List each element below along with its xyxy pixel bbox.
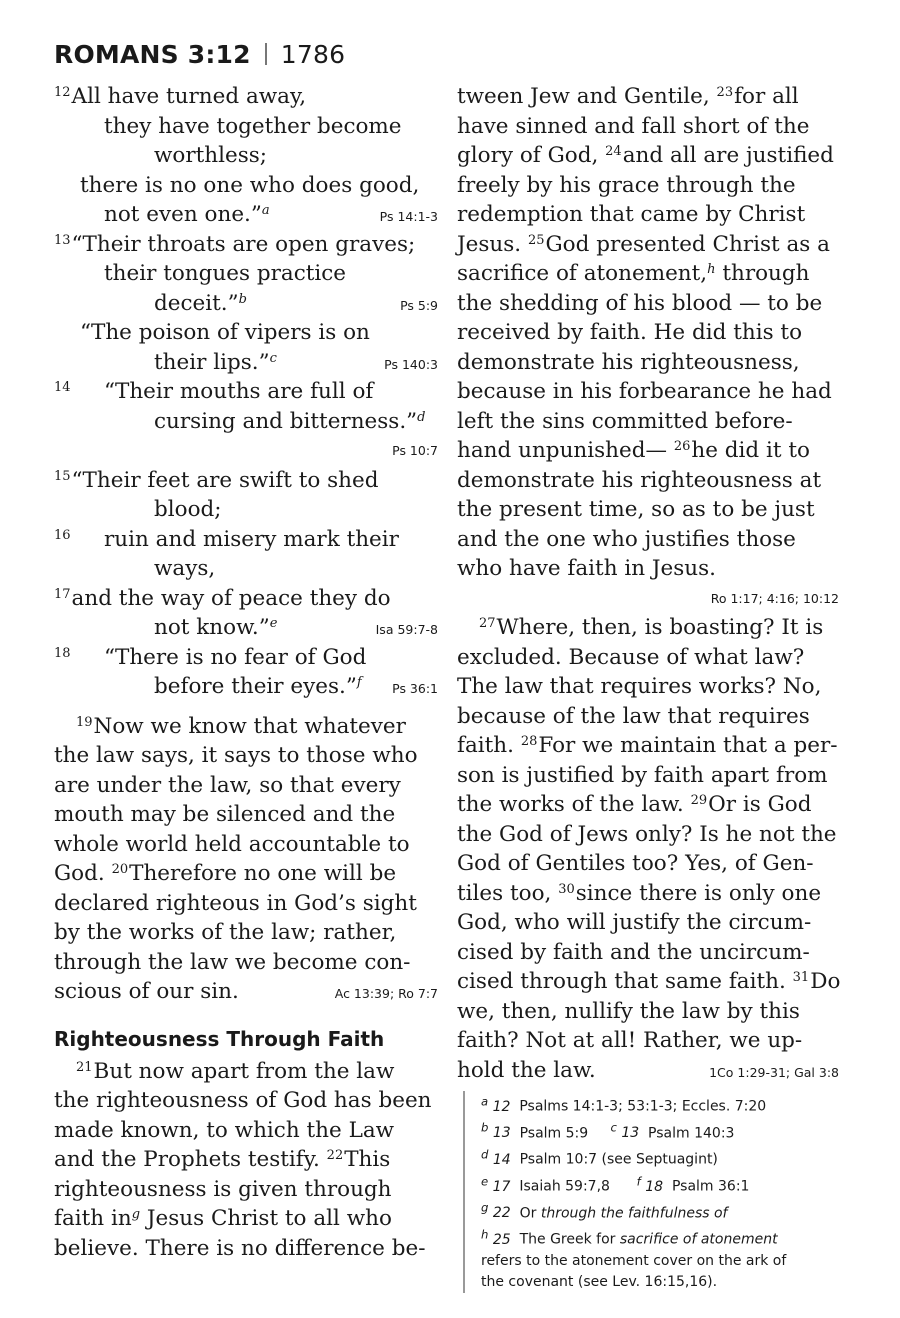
verse-number: 22 xyxy=(326,1148,344,1163)
line-text: All have turned away, xyxy=(71,84,307,109)
footnote-marker[interactable]: e xyxy=(269,616,278,631)
prose-line: the law says, it says to those who xyxy=(54,743,418,768)
book-reference: ROMANS 3:12 xyxy=(54,40,251,69)
line-text: not even one.” xyxy=(104,202,262,227)
cross-reference[interactable]: Ro 1:17; 4:16; 10:12 xyxy=(710,590,839,606)
prose-line xyxy=(457,1056,839,1086)
line-text: But now apart from the law xyxy=(93,1058,395,1084)
footnote-letter: e xyxy=(481,1173,489,1188)
prose-line: cised by faith and the uncircum- xyxy=(457,939,810,965)
footnote-letter: b xyxy=(481,1120,489,1135)
prose-line: we, then, nullify the law by this xyxy=(457,998,800,1024)
prose-line xyxy=(54,1145,438,1175)
prose-line xyxy=(457,967,839,997)
poem-line xyxy=(54,289,438,319)
line-text: Therefore no one will be xyxy=(129,861,397,886)
prose-line xyxy=(457,613,839,643)
prose-line xyxy=(54,712,438,742)
prose-line xyxy=(457,790,839,820)
prose-line: the righteousness of God has been xyxy=(54,1088,432,1113)
prose-line: are under the law, so that every xyxy=(54,772,401,798)
line-text: scious of our sin. xyxy=(54,979,239,1004)
prose-line: demonstrate his righteousness, xyxy=(457,349,800,375)
footnote-letter: a xyxy=(481,1094,489,1108)
left-column xyxy=(54,82,438,1263)
prose-line: righteousness is given through xyxy=(54,1176,392,1202)
line-text: God. xyxy=(54,861,112,886)
line-text: and the Prophets testify. xyxy=(54,1147,327,1172)
line-text: faith. xyxy=(457,733,521,758)
line-text: Where, then, is boasting? It is xyxy=(496,615,824,640)
prose-line: through the law we become con- xyxy=(54,949,411,975)
verse-number: 25 xyxy=(527,232,545,248)
verse-number: 28 xyxy=(520,734,538,749)
cross-reference[interactable]: Isa 59:7-8 xyxy=(375,622,438,637)
prose-line: whole world held accountable to xyxy=(54,831,410,857)
prose-line: demonstrate his righteousness at xyxy=(457,467,822,493)
footnote-marker[interactable]: b xyxy=(238,291,247,307)
footnote-marker[interactable]: d xyxy=(417,409,426,425)
prose-line xyxy=(457,731,839,761)
verse-number: 23 xyxy=(716,85,734,100)
prose-line: because in his forbearance he had xyxy=(457,379,832,404)
verse-number: 24 xyxy=(605,144,622,159)
poem-line xyxy=(54,230,438,260)
prose-line: mouth may be silenced and the xyxy=(54,802,396,827)
line-text: worthless; xyxy=(154,143,268,168)
right-column xyxy=(457,82,839,1087)
line-text: Do xyxy=(810,969,841,994)
footnote-letter: c xyxy=(610,1120,617,1135)
footnote-letter: g xyxy=(481,1200,489,1215)
footnote-verse: 18 xyxy=(645,1178,664,1195)
footnote-verse: 17 xyxy=(492,1178,511,1195)
footnote-letter: h xyxy=(481,1227,489,1242)
prose-line: son is justified by faith apart from xyxy=(457,762,828,788)
footnote-italic-text: through the faithfulness of xyxy=(540,1205,728,1222)
spacer xyxy=(54,702,438,712)
footnote-letter: d xyxy=(481,1147,489,1162)
prose-line: God, who will justify the circum- xyxy=(457,910,812,935)
line-text: Or is God xyxy=(708,792,812,817)
prose-line xyxy=(54,1204,438,1234)
footnote-verse: 13 xyxy=(492,1125,511,1142)
line-text: and the way of peace they do xyxy=(71,585,391,611)
line-text: “Their feet are swift to shed xyxy=(71,467,379,493)
footnote-h xyxy=(481,1224,861,1251)
line-text: deceit.” xyxy=(154,290,239,316)
footnote-h-cont: refers to the atonement cover on the ark of xyxy=(481,1252,787,1269)
prose-line xyxy=(54,1057,438,1087)
verse-number: 21 xyxy=(76,1059,93,1075)
line-text: for all xyxy=(734,84,799,109)
footnote-text: Psalm 140:3 xyxy=(648,1125,735,1142)
prose-line: The law that requires works? No, xyxy=(457,674,822,699)
footnote-marker[interactable]: a xyxy=(261,203,270,218)
prose-line: have sinned and fall short of the xyxy=(457,113,810,139)
prose-line: faith? Not at all! Rather, we up- xyxy=(457,1028,803,1053)
verse-number: 19 xyxy=(76,714,93,730)
footnote-text: Psalm 36:1 xyxy=(671,1178,750,1195)
cross-reference[interactable]: Ac 13:39; Ro 7:7 xyxy=(334,986,438,1001)
footnote-text: Psalm 5:9 xyxy=(519,1125,589,1142)
footnote-marker[interactable]: h xyxy=(707,262,716,277)
line-text: cursing and bitterness.” xyxy=(154,408,418,434)
prose-line: freely by his grace through the xyxy=(457,172,796,198)
poem-line: 16 ruin and misery mark their xyxy=(54,526,399,552)
line-text: “Their throats are open graves; xyxy=(71,231,416,257)
verse-number: 12 xyxy=(54,85,71,100)
line-text: he did it to xyxy=(691,438,810,463)
prose-line xyxy=(457,436,839,466)
footnote-text: Psalm 10:7 (see Septuagint) xyxy=(519,1151,718,1168)
verse-number: 26 xyxy=(673,439,691,454)
prose-line xyxy=(54,977,438,1007)
line-text: Jesus. xyxy=(457,231,528,257)
footnote-italic-text: sacrifice of atonement xyxy=(619,1231,778,1248)
prose-line xyxy=(457,879,839,909)
line-text: tiles too, xyxy=(457,880,559,906)
poem-line xyxy=(54,495,438,525)
verse-number: 30 xyxy=(558,881,575,897)
line-text: For we maintain that a per- xyxy=(538,733,838,758)
footnote-verse: 14 xyxy=(492,1151,511,1168)
prose-line: received by faith. He did this to xyxy=(457,320,803,345)
footnote-verse: 22 xyxy=(492,1205,511,1222)
footnote-marker[interactable]: c xyxy=(269,350,277,366)
line-text: through xyxy=(715,261,810,286)
cross-reference[interactable]: 1Co 1:29-31; Gal 3:8 xyxy=(709,1064,839,1080)
poem-line xyxy=(54,407,438,437)
poem-line xyxy=(54,141,438,171)
poem-line xyxy=(54,112,438,142)
prose-line xyxy=(457,230,839,260)
footnotes-block xyxy=(463,1091,861,1293)
verse-number: 17 xyxy=(54,586,71,602)
line-text: their tongues practice xyxy=(104,261,347,286)
poem-line xyxy=(54,613,438,643)
line-text: there is no one who does good, xyxy=(80,172,420,198)
prose-line: and the one who justifies those xyxy=(457,526,796,552)
prose-line: excluded. Because of what law? xyxy=(457,644,805,670)
line-text: Jesus Christ to all who xyxy=(140,1206,392,1231)
prose-line xyxy=(457,141,839,171)
line-text: ruin and misery mark their xyxy=(104,526,399,552)
header-divider xyxy=(265,43,267,65)
footnote-marker[interactable]: g xyxy=(131,1207,141,1222)
prose-line: because of the law that requires xyxy=(457,703,810,729)
footnote-d xyxy=(481,1144,861,1171)
line-text: since there is only one xyxy=(575,880,822,906)
footnote-a xyxy=(481,1091,861,1118)
line-text: faith in xyxy=(54,1206,132,1231)
poem-line xyxy=(54,259,438,289)
prose-line xyxy=(54,859,438,889)
poem-line xyxy=(54,318,438,348)
footnote-g xyxy=(481,1198,861,1225)
prose-line xyxy=(457,82,839,112)
line-text: tween Jew and Gentile, xyxy=(457,84,717,109)
footnote-text: Or xyxy=(519,1205,541,1222)
line-text: Now we know that whatever xyxy=(93,713,406,739)
line-text: and all are justified xyxy=(622,143,834,168)
prose-line: made known, to which the Law xyxy=(54,1117,395,1143)
prose-line: the present time, so as to be just xyxy=(457,497,815,522)
line-text: before their eyes.” xyxy=(154,674,357,699)
cross-reference[interactable]: Ps 10:7 xyxy=(392,443,438,458)
prose-line: believe. There is no difference be- xyxy=(54,1235,426,1261)
prose-line xyxy=(457,259,839,289)
prose-line: God of Gentiles too? Yes, of Gen- xyxy=(457,851,814,876)
prose-line: by the works of the law; rather, xyxy=(54,920,397,945)
prose-line: left the sins committed before- xyxy=(457,408,793,434)
line-text: hold the law. xyxy=(457,1057,596,1083)
verse-number: 13 xyxy=(54,232,71,248)
poem-line xyxy=(54,348,438,378)
footnote-text: Psalms 14:1-3; 53:1-3; Eccles. 7:20 xyxy=(519,1098,767,1115)
footnote-letter: f xyxy=(636,1173,641,1188)
footnote-b-c xyxy=(481,1118,861,1145)
line-text: the works of the law. xyxy=(457,792,691,817)
cross-reference[interactable]: Ps 5:9 xyxy=(400,297,438,313)
poem-line xyxy=(54,171,438,201)
line-text: sacrifice of atonement, xyxy=(457,261,708,286)
line-text: ways, xyxy=(154,556,216,581)
running-header xyxy=(54,40,345,80)
line-text: “Their mouths are full of xyxy=(104,379,374,404)
line-text: hand unpunished— xyxy=(457,438,674,463)
prose-line: declared righteous in God’s sight xyxy=(54,890,417,916)
footnote-h-cont: the covenant (see Lev. 16:15,16). xyxy=(481,1273,718,1290)
prose-line: who have faith in Jesus. xyxy=(457,556,717,581)
cross-reference[interactable]: Ps 140:3 xyxy=(384,356,438,372)
line-text: cised through that same faith. xyxy=(457,969,793,994)
line-text: “The poison of vipers is on xyxy=(80,320,370,345)
prose-line: the God of Jews only? Is he not the xyxy=(457,821,837,847)
poem-line: 18 “There is no fear of God xyxy=(54,644,367,670)
cross-reference[interactable]: Ps 36:1 xyxy=(392,681,438,696)
footnote-verse: 25 xyxy=(492,1231,511,1248)
verse-number: 29 xyxy=(690,793,708,808)
footnote-text: Isaiah 59:7,8 xyxy=(519,1178,610,1195)
verse-number: 20 xyxy=(111,862,129,877)
line-text: God presented Christ as a xyxy=(545,231,830,257)
poem-line xyxy=(54,584,438,614)
line-text: their lips.” xyxy=(154,349,270,375)
poem-line xyxy=(54,672,438,702)
line-text: they have together become xyxy=(104,113,402,139)
verse-number: 27 xyxy=(479,616,496,631)
prose-line: redemption that came by Christ xyxy=(457,202,806,227)
line-text: not know.” xyxy=(154,615,270,640)
footnote-marker[interactable]: f xyxy=(356,675,362,690)
poem-line xyxy=(54,82,438,112)
line-text: “There is no fear of God xyxy=(104,644,367,670)
poem-line xyxy=(54,554,438,584)
footnote-e-f xyxy=(481,1171,861,1198)
poem-line xyxy=(54,466,438,496)
section-heading: Righteousness Through Faith xyxy=(54,1026,385,1051)
poem-line xyxy=(54,200,438,230)
line-text: glory of God, xyxy=(457,143,606,168)
footnote-text: The Greek for xyxy=(519,1231,620,1248)
line-text: blood; xyxy=(154,497,222,522)
page-number: 1786 xyxy=(280,40,346,69)
verse-number: 31 xyxy=(792,970,810,985)
footnote-verse: 12 xyxy=(492,1098,511,1115)
poem-line: 14 “Their mouths are full of xyxy=(54,379,374,404)
footnote-verse: 13 xyxy=(621,1125,640,1142)
prose-line: the shedding of his blood — to be xyxy=(457,290,823,316)
line-text: This xyxy=(344,1147,391,1172)
cross-reference[interactable]: Ps 14:1-3 xyxy=(379,209,438,224)
verse-number: 15 xyxy=(54,468,71,484)
